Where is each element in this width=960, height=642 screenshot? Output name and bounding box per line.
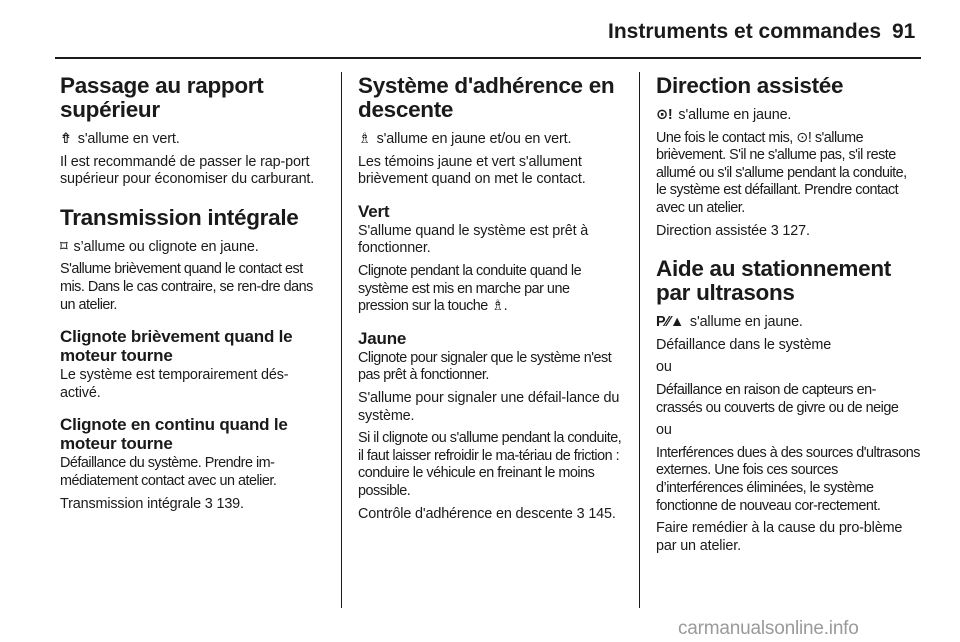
status-text: s'allume en jaune. [689, 314, 803, 331]
column-divider-2 [639, 72, 640, 608]
body-text: Défaillance du système. Prendre im-médiatement contact avec un atelier. [60, 455, 277, 489]
body-text: S'allume quand le système est prêt à fonctionner. [358, 222, 589, 257]
body-text: ou [656, 422, 672, 439]
section-title: Aide au stationnement par ultrasons [656, 256, 891, 306]
page-header [0, 0, 960, 62]
body-text: Défaillance dans le système [656, 336, 832, 353]
upshift-icon: ⇮ [60, 131, 72, 147]
body-text: Défaillance en raison de capteurs en-crassés ou couverts de givre ou de neige [656, 381, 899, 416]
body-text: Il est recommandé de passer le rap-port supérieur pour économiser du carburant. [60, 153, 315, 188]
status-line [60, 131, 324, 149]
section-awd [60, 206, 324, 513]
section-title: Système d'adhérence en descente [358, 73, 615, 122]
status-line [656, 314, 920, 332]
status-line [656, 107, 920, 125]
status-text: s'allume en jaune. [678, 107, 792, 123]
body-text: S'allume pour signaler une défail-lance du système. [358, 389, 620, 424]
body-text: Si il clignote ou s'allume pendant la conduite, il faut laisser refroidir le ma-tériau de friction : conduire le véhicule en freinant le moins possible. [358, 430, 622, 499]
body-text: Clignote pour signaler que le système n'est pas prêt à fonctionner. [358, 349, 612, 384]
column-1 [60, 74, 324, 518]
column-3 [656, 74, 920, 560]
body-text: Le système est temporairement dés-activé. [60, 367, 289, 401]
body-text: Clignote pendant la conduite quand le système est mis en marche par une pression sur la touche ♗. [358, 262, 582, 315]
section-hill-descent [358, 74, 622, 523]
header-divider [55, 57, 921, 59]
body-text: ou [656, 359, 672, 376]
subsection-title-jaune: Jaune [358, 328, 407, 348]
section-title: Direction assistée [656, 73, 844, 98]
status-text: s'allume en jaune et/ou en vert. [376, 131, 572, 147]
page-number: 91 [892, 20, 916, 43]
subsection-title: Clignote en continu quand le moteur tourne [60, 415, 288, 454]
section-parking-aid [656, 257, 920, 555]
cross-reference: Direction assistée 3 127. [656, 222, 810, 239]
subsection-title: Clignote brièvement quand le moteur tourne [60, 327, 293, 366]
parking-aid-icon: P⁄⁄▲ [656, 314, 685, 331]
column-2 [358, 74, 622, 528]
power-steering-icon: ⊙! [656, 107, 673, 123]
section-title: Transmission intégrale [60, 204, 299, 230]
section-upshift [60, 74, 324, 189]
body-text: S'allume brièvement quand le contact est mis. Dans le cas contraire, se ren-dre dans un atelier. [60, 261, 313, 313]
subsection-title-vert: Vert [358, 201, 390, 221]
watermark: carmanualsonline.info [678, 618, 859, 639]
status-text: s'allume en vert. [77, 131, 180, 147]
column-divider-1 [341, 72, 342, 608]
body-text: Les témoins jaune et vert s'allument brièvement quand on met le contact. [358, 153, 586, 188]
awd-icon: ⌑ [60, 238, 68, 255]
cross-reference: Contrôle d'adhérence en descente 3 145. [358, 505, 616, 522]
cross-reference: Transmission intégrale 3 139. [60, 495, 244, 512]
status-text: s’allume ou clignote en jaune. [73, 238, 259, 255]
body-text: Interférences dues à des sources d'ultrasons externes. Une fois ces sources d’interférences éliminées, le système fonctionne de nouveau cor-rectement. [656, 444, 920, 514]
body-text: Une fois le contact mis, ⊙! s'allume brièvement. S'il ne s'allume pas, s'il reste allumé ou s'il s'allume pendant la conduite, le système est défaillant. Prendre contact avec un atelier. [656, 129, 907, 216]
section-power-steering [656, 74, 920, 240]
status-line [358, 131, 622, 149]
header-title: Instruments et commandes [608, 20, 882, 43]
body-text: Faire remédier à la cause du pro-blème par un atelier. [656, 520, 903, 554]
status-line [60, 239, 324, 257]
hill-descent-icon: ♗ [358, 131, 371, 147]
section-title: Passage au rapport supérieur [60, 73, 264, 122]
